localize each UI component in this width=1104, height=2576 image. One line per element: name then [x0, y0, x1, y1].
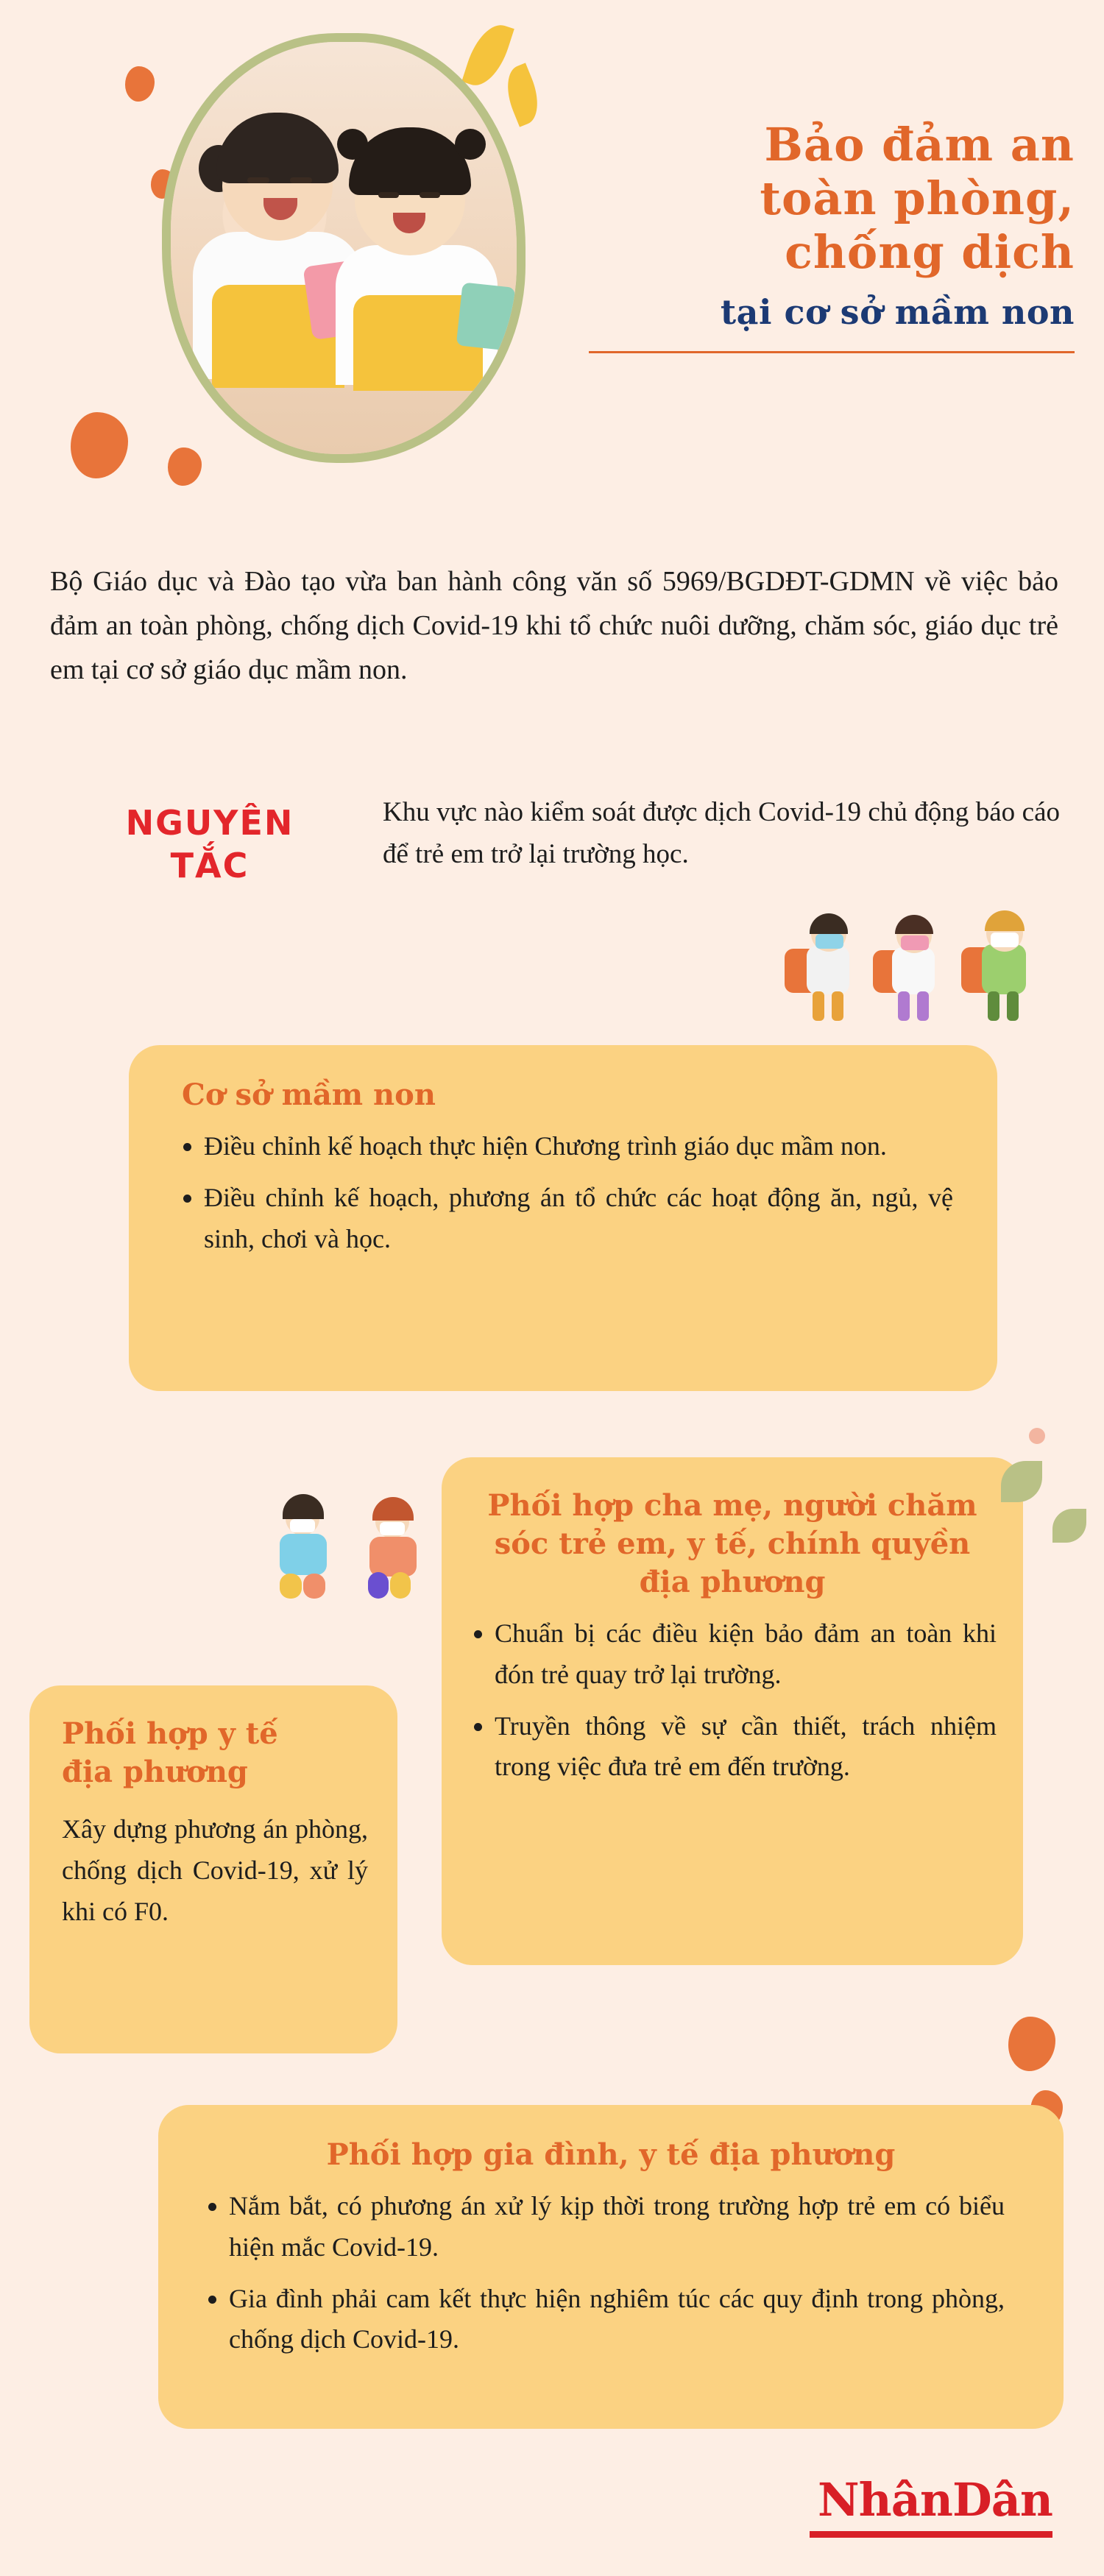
- walking-children-illustration: [780, 916, 1067, 1027]
- list-item: • Gia đình phải cam kết thực hiện nghiêm túc các quy định trong phòng, chống dịch Covid-19.: [229, 2279, 1005, 2361]
- book-icon: [280, 1574, 302, 1599]
- publisher-logo: [810, 2473, 1052, 2538]
- child-leg-icon: [1007, 991, 1019, 1021]
- child-leg-icon: [917, 991, 929, 1021]
- card-body: [198, 2186, 1005, 2360]
- intro-paragraph: Bộ Giáo dục và Đào tạo vừa ban hành công văn số 5969/BGDĐT-GDMN về việc bảo đảm an toàn phòng, chống dịch Covid-19 khi tổ chức nuôi dưỡng, chăm sóc, giáo dục trẻ em tại cơ sở giáo dục mầm non.: [50, 566, 1058, 686]
- logo-text: NhânDân: [817, 2473, 1052, 2527]
- child-body-icon: [892, 947, 935, 994]
- card-bullet-list: [198, 2186, 1005, 2360]
- blob-decoration-icon: [71, 412, 128, 478]
- header-photo: [162, 33, 526, 463]
- face-mask-icon: [901, 935, 929, 950]
- child-body-icon: [369, 1537, 417, 1577]
- header: [0, 0, 1104, 515]
- child-eye-icon: [420, 192, 440, 198]
- book-icon: [368, 1572, 389, 1599]
- card-title-line-2: địa phương: [62, 1755, 248, 1789]
- page-title: [559, 118, 1075, 353]
- child-eye-icon: [247, 177, 269, 183]
- card-body: [464, 1613, 997, 1788]
- card-phoi-hop-gia-dinh: [158, 2105, 1064, 2429]
- child-hair-icon: [372, 1497, 414, 1521]
- child-eye-icon: [378, 192, 399, 198]
- page-subtitle: tại cơ sở mầm non: [720, 292, 1075, 333]
- principle-label-line-2: TẮC: [170, 845, 250, 885]
- card-title-line-1: Phối hợp y tế: [62, 1716, 278, 1751]
- principle-label: [66, 802, 353, 887]
- leaf-decoration-icon: [1052, 1509, 1086, 1543]
- child-eye-icon: [290, 177, 312, 183]
- toy-block-icon: [456, 282, 516, 350]
- card-phoi-hop-y-te: [29, 1685, 397, 2053]
- book-icon: [303, 1574, 325, 1599]
- face-mask-icon: [815, 934, 843, 949]
- list-item: • Điều chỉnh kế hoạch, phương án tổ chức các hoạt động ăn, ngủ, vệ sinh, chơi và học.: [204, 1178, 953, 1260]
- child-hair-icon: [810, 913, 848, 934]
- title-line-2: toàn phòng,: [760, 171, 1075, 226]
- card-title: Phối hợp gia đình, y tế địa phương: [326, 2137, 896, 2172]
- child-hair-icon: [985, 910, 1025, 931]
- child-hair-icon: [283, 1494, 324, 1519]
- dot-decoration-icon: [1029, 1428, 1045, 1444]
- title-line-3: chống dịch: [785, 225, 1075, 280]
- child-hair-bun-icon: [455, 129, 486, 160]
- blob-decoration-icon: [1008, 2017, 1055, 2071]
- reading-children-illustration: [280, 1501, 449, 1604]
- principle-text: Khu vực nào kiểm soát được dịch Covid-19 chủ động báo cáo để trẻ em trở lại trường học.: [383, 797, 1060, 870]
- child-hair-icon: [895, 915, 933, 934]
- card-bullet-list: [173, 1126, 953, 1259]
- child-hair-bun-icon: [337, 129, 368, 160]
- face-mask-icon: [380, 1522, 405, 1535]
- card-bullet-list: [464, 1613, 997, 1788]
- child-body-icon: [982, 944, 1026, 994]
- list-item: • Điều chỉnh kế hoạch thực hiện Chương trình giáo dục mầm non.: [204, 1126, 953, 1167]
- title-divider: [589, 351, 1075, 353]
- principle-label-line-1: NGUYÊN: [125, 803, 294, 843]
- list-item: • Chuẩn bị các điều kiện bảo đảm an toàn khi đón trẻ quay trở lại trường.: [495, 1613, 997, 1696]
- card-body: Xây dựng phương án phòng, chống dịch Covid-19, xử lý khi có F0.: [62, 1814, 368, 1926]
- child-leg-icon: [988, 991, 999, 1021]
- child-leg-icon: [832, 991, 843, 1021]
- title-line-1: Bảo đảm an: [764, 118, 1075, 171]
- book-icon: [390, 1572, 411, 1599]
- card-title: Phối hợp cha mẹ, người chăm sóc trẻ em, y tế, chính quyền địa phương: [487, 1488, 977, 1599]
- child-body-icon: [280, 1534, 327, 1575]
- list-item: • Truyền thông về sự cần thiết, trách nhiệm trong việc đưa trẻ em đến trường.: [495, 1706, 997, 1788]
- card-co-so-mam-non: [129, 1045, 997, 1391]
- child-leg-icon: [813, 991, 824, 1021]
- card-phoi-hop-cha-me: [442, 1457, 1023, 1965]
- child-leg-icon: [898, 991, 910, 1021]
- blob-decoration-icon: [125, 66, 155, 102]
- logo-underline: [810, 2531, 1052, 2538]
- card-title: Cơ sở mầm non: [182, 1078, 436, 1112]
- list-item: • Nắm bắt, có phương án xử lý kịp thời trong trường hợp trẻ em có biểu hiện mắc Covid-19.: [229, 2186, 1005, 2268]
- child-body-icon: [807, 946, 849, 994]
- card-body: [173, 1126, 953, 1259]
- face-mask-icon: [290, 1519, 315, 1532]
- face-mask-icon: [991, 933, 1019, 947]
- card-title: [62, 1715, 397, 1791]
